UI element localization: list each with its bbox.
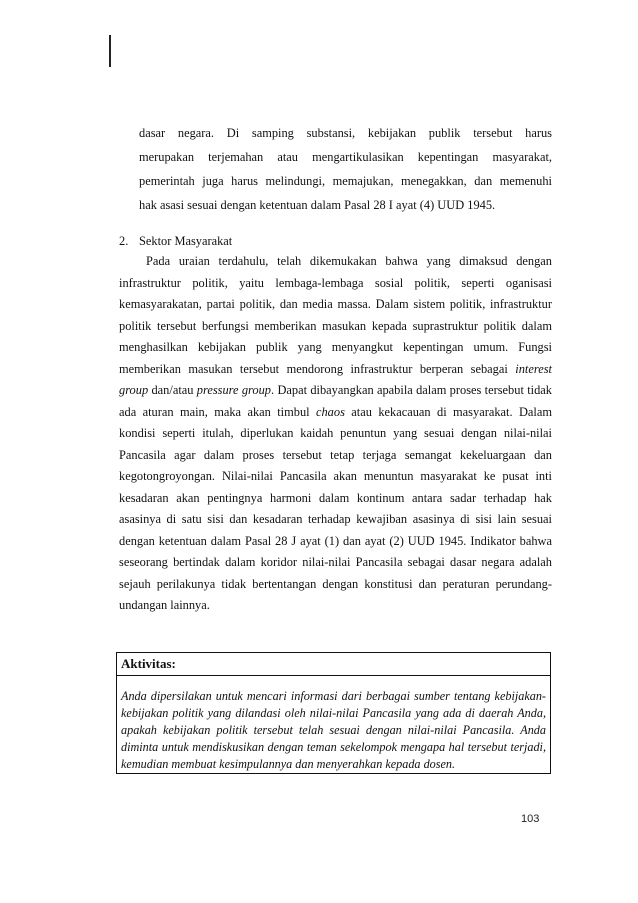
activity-box [116,652,551,774]
term-chaos: chaos [315,404,345,419]
activity-title: Aktivitas: [117,656,550,676]
section-heading [119,231,232,251]
term-interest-group: interest group [119,361,552,397]
activity-body: Anda dipersilakan untuk mencari informasi dari berbagai sumber tentang kebijakan-kebijakan politik yang dilandasi oleh nilai-nilai Pancasila yang ada di daerah Anda, apakah kebijakan politik tersebut telah sesuai dengan nilai-nilai Pancasila. Anda diminta untuk mendiskusikan dengan teman sekelompok mengapa hal tersebut terjadi, kemudian membuat kesimpulannya dan menyerahkan kepada dosen. [121,689,546,771]
paragraph-line: dasar negara. Di samping substansi, kebijakan publik tersebut harus [139,126,552,140]
margin-bar [109,35,111,67]
section-paragraph [119,251,552,617]
paragraph-text: . Dapat dibayangkan apabila dalam proses tersebut tidak ada aturan main, maka akan timbul [119,383,552,419]
paragraph-line: hak asasi sesuai dengan ketentuan dalam Pasal 28 I ayat (4) UUD 1945. [139,198,496,212]
term-pressure-group: pressure group [196,383,272,397]
section-number: 2. [119,234,129,248]
continued-paragraph [139,121,552,217]
section-title: Sektor Masyarakat [139,234,233,248]
paragraph-line: pemerintah juga harus melindungi, memajukan, menegakkan, dan memenuhi [139,174,552,188]
paragraph-text: dan/atau [148,383,197,397]
paragraph-text: Pada uraian terdahulu, telah dikemukakan bahwa yang dimaksud dengan infrastruktur politik, yaitu lembaga-lembaga sosial politik, seperti oganisasi kemasyarakatan, partai politik, dan media massa. Dalam sistem politik, infrastruktur politik tersebut berfungsi memberikan masukan kepada suprastruktur politik dalam menghasilkan kebijakan publik yang menyangkut kepentingan umum. Fungsi memberikan masukan tersebut mendorong infrastruktur berperan sebagai [119,254,552,376]
page-number: 103 [521,813,540,825]
paragraph-line: merupakan terjemahan atau mengartikulasikan kepentingan masyarakat, [139,150,552,164]
paragraph-text: atau kekacauan di masyarakat. Dalam kondisi seperti itulah, diperlukan kaidah penuntun yang sesuai dengan nilai-nilai Pancasila agar dalam proses tersebut tetap terjaga semangat kekeluargaan dan kegotongroyongan. Nilai-nilai Pancasila akan menuntun masyarakat ke pusat inti kesadaran akan pentingnya harmoni dalam kontinum antara sadar terhadap hak asasinya di satu sisi dan kesadaran terhadap kewajiban asasinya di sisi lain sesuai dengan ketentuan dalam Pasal 28 J ayat (1) dan ayat (2) UUD 1945. Indikator bahwa seseorang bertindak dalam koridor nilai-nilai Pancasila sebagai dasar negara adalah sejauh perilakunya tidak bertentangan dengan konstitusi dan peraturan perundang-undangan lainnya. [119,404,552,612]
